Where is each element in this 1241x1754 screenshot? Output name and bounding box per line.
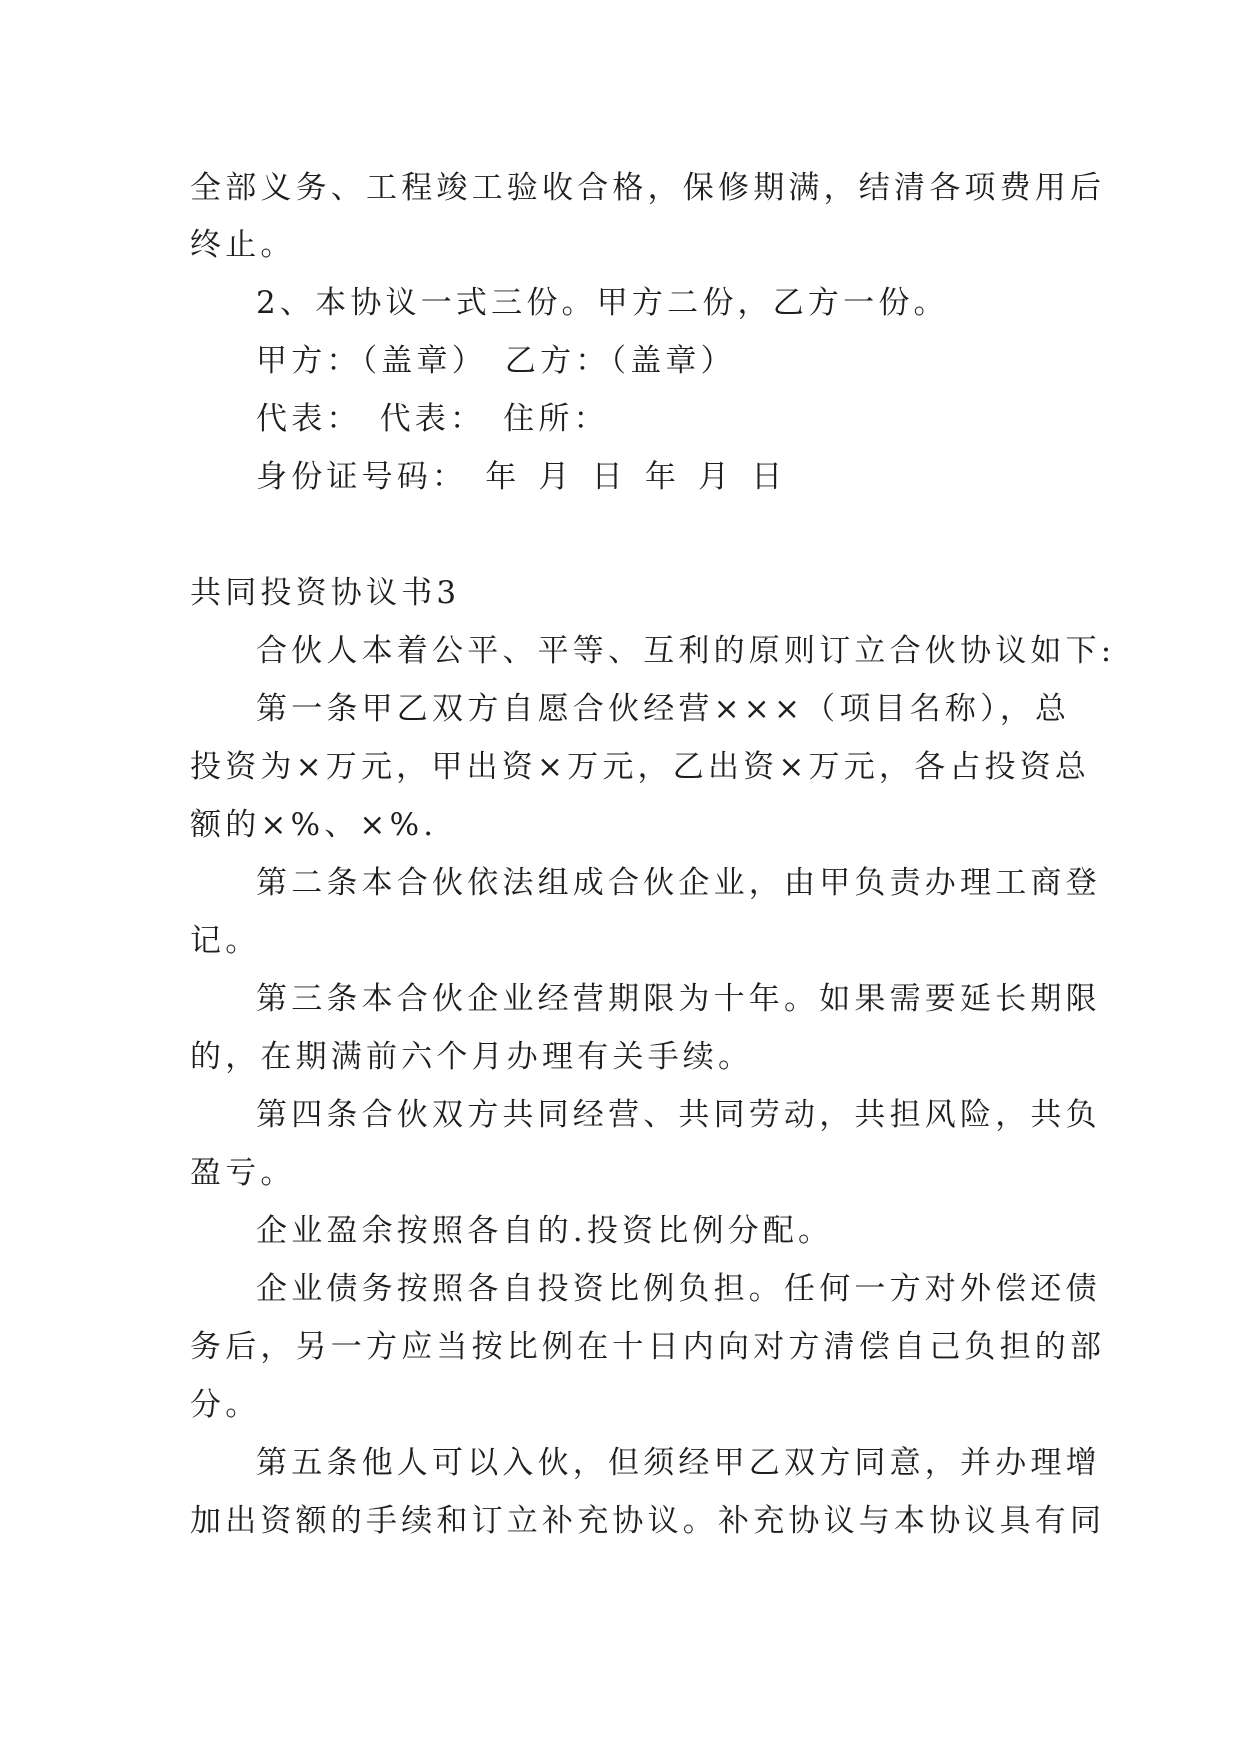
date-month: 月 <box>698 459 734 495</box>
paragraph-line: 盈亏。 <box>190 1155 296 1191</box>
date-month: 月 <box>538 459 574 495</box>
paragraph-line: 加出资额的手续和订立补充协议。补充协议与本协议具有同 <box>190 1503 1106 1539</box>
paragraph-line: 额的×%、×%. <box>190 807 438 843</box>
section-title: 共同投资协议书3 <box>190 575 461 611</box>
paragraph-line: 2、本协议一式三份。甲方二份，乙方一份。 <box>256 285 949 321</box>
paragraph-line: 的，在期满前六个月办理有关手续。 <box>190 1039 754 1075</box>
id-number-label: 身份证号码： <box>256 459 468 495</box>
paragraph-line: 合伙人本着公平、平等、互利的原则订立合伙协议如下: <box>256 633 1116 669</box>
paragraph-line: 企业盈余按照各自的.投资比例分配。 <box>256 1213 834 1249</box>
party-b-seal: 乙方：（盖章） <box>504 343 736 379</box>
representative-b-label: 代表： <box>379 401 486 437</box>
paragraph-line: 记。 <box>190 923 261 959</box>
paragraph-line: 务后，另一方应当按比例在十日内向对方清偿自己负担的部 <box>190 1329 1106 1365</box>
signature-line-representatives <box>256 399 609 439</box>
paragraph-line: 第五条他人可以入伙，但须经甲乙双方同意，并办理增 <box>256 1445 1101 1481</box>
paragraph-line: 第一条甲乙双方自愿合伙经营×××（项目名称），总 <box>256 691 1071 727</box>
paragraph-line: 分。 <box>190 1387 261 1423</box>
paragraph-line: 第二条本合伙依法组成合伙企业，由甲负责办理工商登 <box>256 865 1101 901</box>
date-day: 日 <box>591 459 627 495</box>
signature-line-parties <box>256 341 736 381</box>
representative-a-label: 代表： <box>256 401 362 437</box>
signature-line-id-date <box>256 457 786 497</box>
paragraph-line: 企业债务按照各自投资比例负担。任何一方对外偿还债 <box>256 1271 1101 1307</box>
paragraph-line: 投资为×万元，甲出资×万元，乙出资×万元，各占投资总 <box>190 749 1091 785</box>
party-a-seal: 甲方：（盖章） <box>256 343 487 379</box>
address-label: 住所： <box>503 401 609 437</box>
paragraph-line: 终止。 <box>190 227 296 263</box>
date-year: 年 <box>485 459 521 495</box>
paragraph-line: 第四条合伙双方共同经营、共同劳动，共担风险，共负 <box>256 1097 1101 1133</box>
date-day: 日 <box>751 459 787 495</box>
paragraph-line: 全部义务、工程竣工验收合格，保修期满，结清各项费用后 <box>190 170 1106 206</box>
paragraph-line: 第三条本合伙企业经营期限为十年。如果需要延长期限 <box>256 981 1101 1017</box>
date-year: 年 <box>644 459 681 495</box>
